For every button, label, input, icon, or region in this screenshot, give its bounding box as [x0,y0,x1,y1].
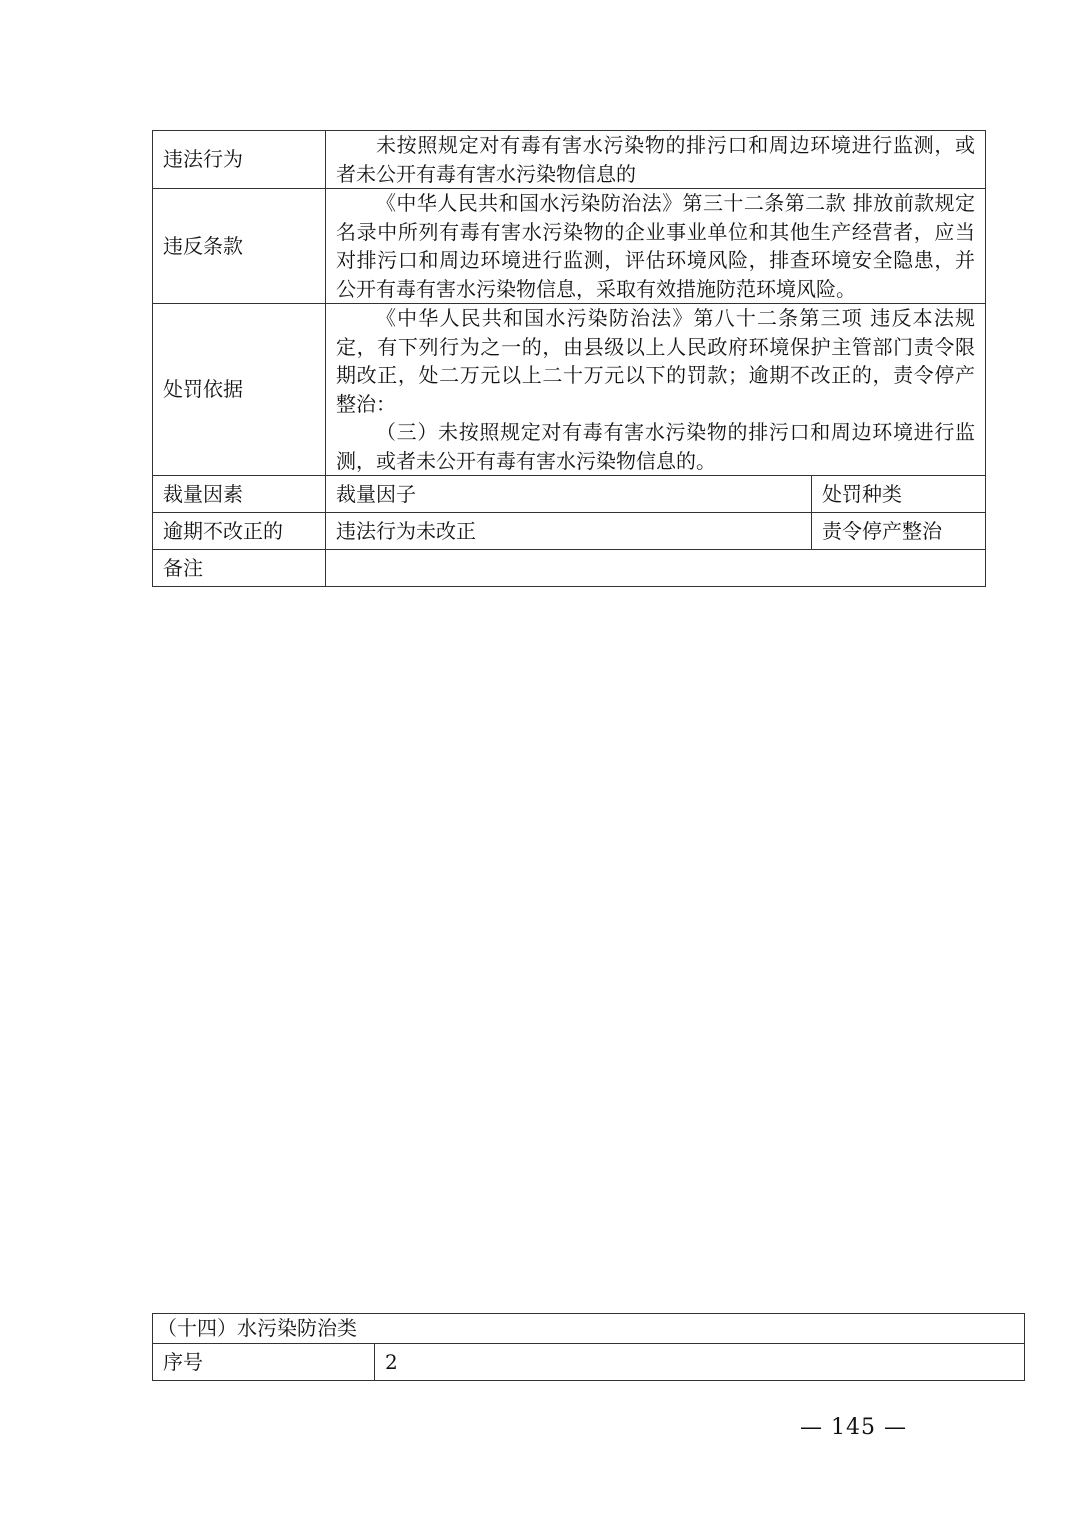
remarks-value [326,550,986,587]
page-number: — 145 — [800,1415,907,1440]
violation-row [153,131,986,189]
serial-row [153,1344,1025,1381]
remarks-row [153,550,986,587]
violation-label: 违法行为 [153,131,326,189]
penalty-basis-paragraph: 《中华人民共和国水污染防治法》第八十二条第三项 违反本法规定，有下列行为之一的，由县级以上人民政府环境保护主管部门责令限期改正，处二万元以上二十万元以下的罚款；逾期不改正的，责令停产整治： [336,306,975,416]
penalty-basis-label: 处罚依据 [153,304,326,476]
overdue-row [153,513,986,550]
penalty-table [152,130,986,587]
penalty-basis-paragraph: （三）未按照规定对有毒有害水污染物的排污口和周边环境进行监测，或者未公开有毒有害水污染物信息的。 [336,420,975,473]
remarks-label: 备注 [153,550,326,587]
penalty-basis-row [153,304,986,476]
violation-cell [326,131,986,189]
overdue-factor: 违法行为未改正 [326,513,812,550]
category-table [152,1313,1025,1381]
violation-text: 未按照规定对有毒有害水污染物的排污口和周边环境进行监测，或者未公开有毒有害水污染物信息的 [336,133,975,186]
overdue-penalty: 责令停产整治 [812,513,986,550]
overdue-label: 逾期不改正的 [153,513,326,550]
penalty-basis-cell [326,304,986,476]
violated-clause-cell [326,189,986,304]
penalty-type-header: 处罚种类 [812,476,986,513]
violated-clause-row [153,189,986,304]
discretion-factor-header: 裁量因子 [326,476,812,513]
discretion-factor-label: 裁量因素 [153,476,326,513]
violated-clause-text: 《中华人民共和国水污染防治法》第三十二条第二款 排放前款规定名录中所列有毒有害水污染物的企业事业单位和其他生产经营者，应当对排污口和周边环境进行监测，评估环境风险，排查环境安全隐患，并公开有毒有害水污染物信息，采取有效措施防范环境风险。 [336,191,975,301]
category-row [153,1314,1025,1344]
violated-clause-label: 违反条款 [153,189,326,304]
serial-value: 2 [375,1344,1025,1381]
category-title: （十四）水污染防治类 [153,1314,1025,1344]
discretion-header-row [153,476,986,513]
serial-label: 序号 [153,1344,375,1381]
